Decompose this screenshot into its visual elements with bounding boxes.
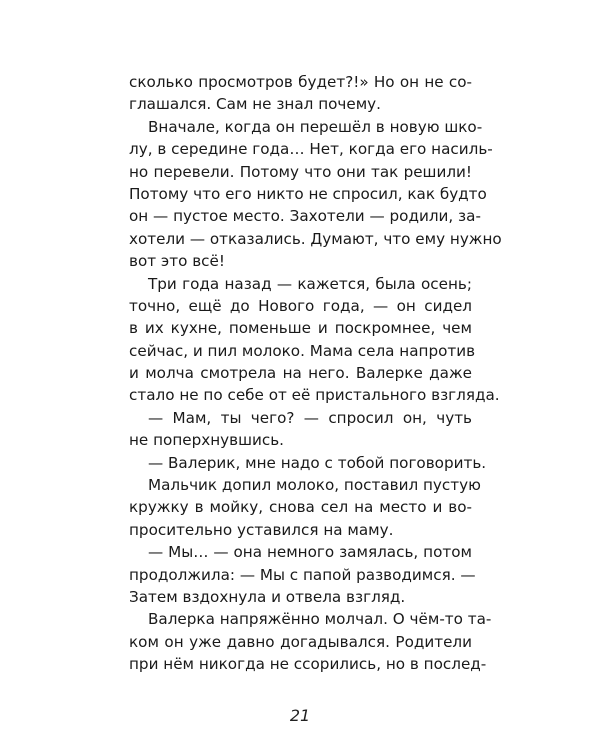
text-line: просительно уставился на маму. [129,520,394,539]
text-line: Вначале, когда он перешёл в новую шко- [148,117,483,136]
text-line: точно, ещё до Нового года, — он сидел [129,296,472,315]
text-line: ком он уже давно догадывался. Родители [129,632,472,651]
text-line: — Мам, ты чего? — спросил он, чуть [148,408,472,427]
text-line: Мальчик допил молоко, поставил пустую [148,476,481,495]
text-line: но перевели. Потому что они так решили! [129,162,472,181]
text-line: Затем вздохнула и отвела взгляд. [129,587,406,606]
text-line: Три года назад — кажется, была осень; [148,274,472,293]
text-line: не поперхнувшись. [129,431,284,450]
text-line: Потому что его никто не спросил, как будто [129,184,487,203]
text-line: хотели — отказались. Думают, что ему нужно [129,229,502,248]
text-line: при нём никогда не ссорились, но в послед- [129,655,487,674]
body-text [129,71,502,676]
text-line: и молча смотрела на него. Валерке даже [129,364,472,383]
text-line: глашался. Сам не знал почему. [129,95,382,114]
text-line: — Валерик, мне надо с тобой поговорить. [148,453,487,472]
text-line: сейчас, и пил молоко. Мама села напротив [129,341,476,360]
text-line: сколько просмотров будет?!» Но он не со- [129,73,472,91]
page-number: 21 [289,706,311,725]
text-line: продолжила: — Мы с папой разводимся. — [129,565,476,584]
text-line: он — пустое место. Захотели — родили, за- [129,207,481,226]
text-line: лу, в середине года… Нет, когда его насиль- [129,140,493,159]
text-line: кружку в мойку, снова сел на место и во- [129,498,472,517]
text-line: — Мы… — она немного замялась, потом [148,543,472,562]
text-line: Валерка напряжённо молчал. О чём-то та- [148,610,492,629]
text-line: в их кухне, поменьше и поскромнее, чем [129,319,472,338]
text-line: стало не по себе от её пристального взгляда. [129,386,500,405]
text-line: вот это всё! [129,252,225,271]
